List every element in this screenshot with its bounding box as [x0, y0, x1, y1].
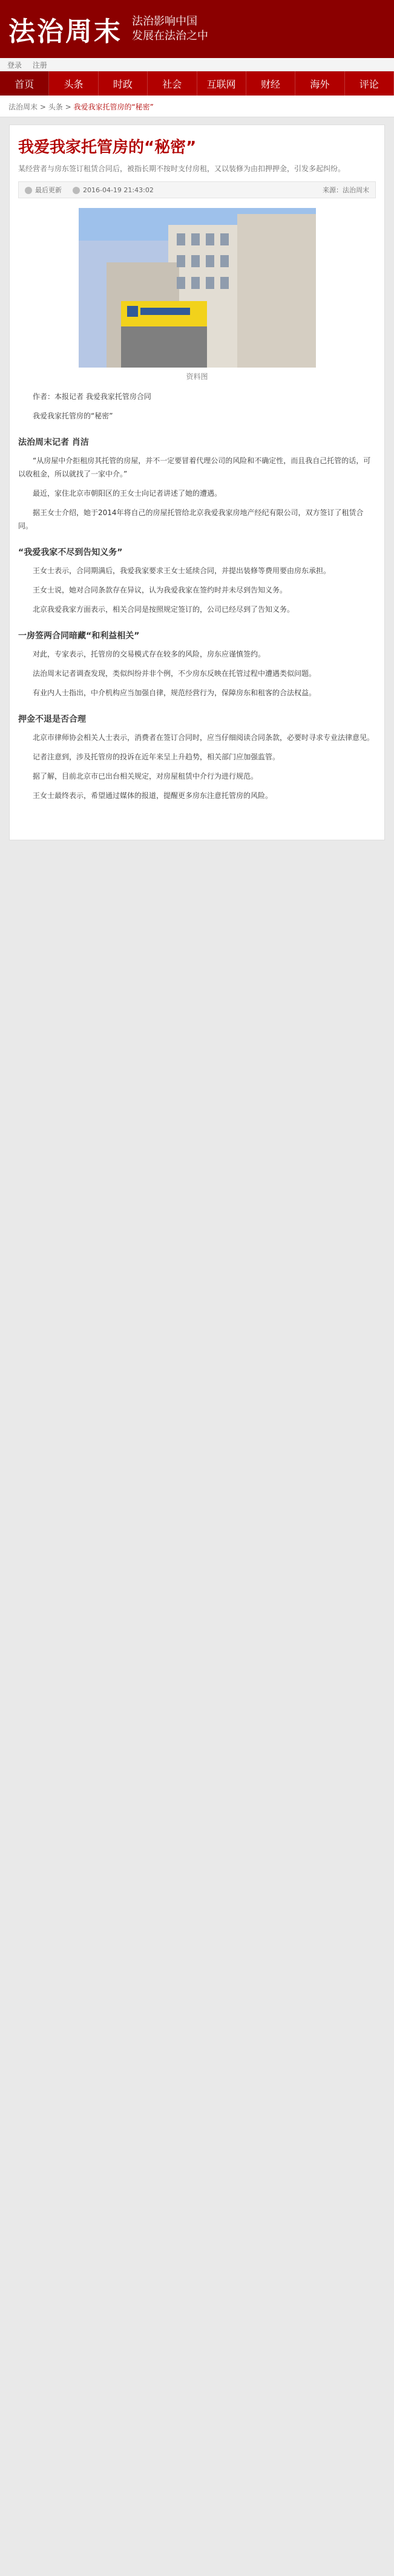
article-summary: 某经营者与房东签订租赁合同后，被指长期不按时支付房租，又以装修为由扣押押金，引发多起纠纷。	[18, 164, 346, 173]
article-title: 我爱我家托管房的“秘密”	[18, 138, 197, 157]
article-author: 最后更新	[35, 186, 62, 194]
nav-headline[interactable]: 头条	[49, 71, 98, 96]
article-paragraph: 北京市律师协会相关人士表示，消费者在签订合同时，应当仔细阅读合同条款，必要时寻求专业法律意见。	[33, 733, 375, 742]
nav-finance[interactable]: 财经	[246, 71, 295, 96]
article-paragraph: 作者：本报记者 我爱我家托管房合同	[33, 392, 151, 401]
breadcrumb-separator: >	[39, 103, 46, 111]
breadcrumb	[0, 96, 394, 117]
nav-overseas[interactable]: 海外	[295, 71, 344, 96]
site-slogan	[132, 15, 208, 44]
top-utility-bar	[0, 58, 394, 71]
site-header	[0, 0, 394, 58]
clock-icon	[73, 187, 80, 194]
article-paragraph: “从房屋中介拒租房其托管的房屋，并不一定要冒着代理公司的风险和不确定性，而且我自己托管的话，可以收租金，所以就找了一家中介。”	[18, 456, 371, 478]
article-paragraph: 对此，专家表示，托管房的交易模式存在较多的风险，房东应谨慎签约。	[33, 650, 266, 658]
breadcrumb-current[interactable]: 我爱我家托管房的“秘密”	[73, 103, 154, 111]
login-link[interactable]: 登录	[7, 61, 22, 70]
article-paragraph: 王女士表示，合同期满后，我爱我家要求王女士延续合同，并提出装修等费用要由房东承担。	[33, 566, 331, 575]
nav-politics[interactable]: 时政	[99, 71, 148, 96]
user-icon	[25, 187, 32, 194]
section-title: 押金不退是否合理	[18, 715, 86, 724]
article-paragraph: 法治周末记者调查发现，类似纠纷并非个例，不少房东反映在托管过程中遭遇类似问题。	[33, 669, 317, 678]
spacer	[18, 808, 376, 820]
author-block	[25, 185, 62, 195]
article-paragraph: 最近，家住北京市朝阳区的王女士向记者讲述了她的遭遇。	[33, 489, 222, 498]
article-paragraph: 我爱我家托管房的“秘密”	[33, 412, 113, 420]
nav-home[interactable]: 首页	[0, 71, 49, 96]
image-caption: 资料图	[186, 372, 208, 381]
article-paragraph: 有业内人士指出，中介机构应当加强自律，规范经营行为，保障房东和租客的合法权益。	[33, 689, 317, 697]
article-paragraph: 记者注意到，涉及托管房的投诉在近年来呈上升趋势，相关部门应加强监管。	[33, 753, 280, 761]
article-hero-image	[79, 208, 316, 368]
site-logo[interactable]: 法治周末	[8, 16, 122, 47]
section-title: 一房签两合同暗藏“和利益相关”	[18, 631, 140, 641]
breadcrumb-section[interactable]: 头条	[48, 103, 63, 111]
nav-opinion[interactable]: 评论	[345, 71, 394, 96]
nav-internet[interactable]: 互联网	[197, 71, 246, 96]
slogan-line-2: 发展在法治之中	[132, 30, 208, 42]
article-meta	[18, 181, 376, 198]
article-paragraph: 王女士说，她对合同条款存在异议，认为我爱我家在签约时并未尽到告知义务。	[33, 586, 287, 594]
article-paragraph: 据了解，目前北京市已出台相关规定，对房屋租赁中介行为进行规范。	[33, 772, 258, 780]
slogan-line-1: 法治影响中国	[132, 15, 197, 28]
article-content	[9, 125, 385, 840]
article-source: 来源：法治周末	[323, 186, 369, 194]
section-title: 法治周末记者 肖洁	[18, 438, 89, 447]
register-link[interactable]: 注册	[32, 61, 47, 70]
breadcrumb-home[interactable]: 法治周末	[8, 103, 38, 111]
main-nav	[0, 71, 394, 96]
page	[0, 0, 394, 840]
breadcrumb-separator: >	[65, 103, 71, 111]
article-paragraph: 王女士最终表示，希望通过媒体的报道，提醒更多房东注意托管房的风险。	[33, 791, 273, 800]
article-paragraph: 据王女士介绍，她于2014年将自己的房屋托管给北京我爱我家房地产经纪有限公司，双方签订了租赁合同。	[18, 508, 364, 530]
section-title: “我爱我家不尽到告知义务”	[18, 548, 123, 557]
article-date: 2016-04-19 21:43:02	[83, 186, 154, 194]
nav-society[interactable]: 社会	[148, 71, 197, 96]
date-block	[73, 186, 154, 194]
article-paragraph: 北京我爱我家方面表示，相关合同是按照规定签订的，公司已经尽到了告知义务。	[33, 605, 295, 614]
